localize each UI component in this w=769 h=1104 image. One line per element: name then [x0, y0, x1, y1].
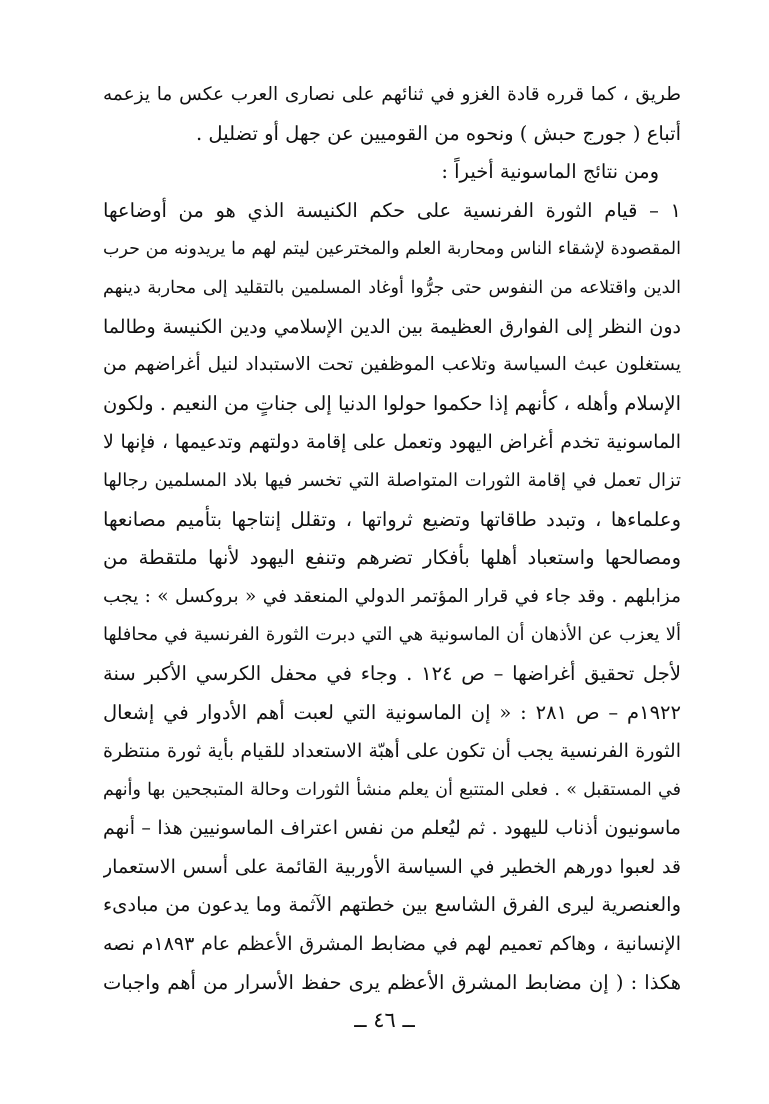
- text-line: قد لعبوا دورهم الخطير في السياسة الأوربية القائمة على أسس الاستعمار: [103, 855, 681, 878]
- text-line: الإنسانية ، وهاكم تعميم لهم في مضابط المشرق الأعظم عام ١٨٩٣م نصه: [103, 933, 681, 956]
- text-line: دون النظر إلى الفوارق العظيمة بين الدين الإسلامي ودين الكنيسة وطالما: [103, 315, 681, 338]
- text-line: والعنصرية ليرى الفرق الشاسع بين خطتهم الآثمة وما يدعون من مبادىء: [103, 893, 681, 917]
- text-line: ماسونيون أذناب لليهود . ثم ليُعلم من نفس اعتراف الماسونيين هذا – أنهم: [103, 817, 681, 840]
- text-line: في المستقبل » . فعلى المتتبع أن يعلم منشأ الثورات وحالة المتبجحين بها وأنهم: [103, 779, 681, 800]
- text-line: الدين واقتلاعه من النفوس حتى جرُّوا أوغاد المسلمين بالتقليد إلى محاربة دينهم: [103, 277, 681, 298]
- text-line: ١ – قيام الثورة الفرنسية على حكم الكنيسة الذي هو من أوضاعها: [103, 198, 681, 222]
- text-line: ومصالحها واستعباد أهلها بأفكار تضرهم وتنفع اليهود لأنها ملتقطة من: [103, 546, 681, 570]
- body-text: [103, 76, 681, 1002]
- text-line: الثورة الفرنسية يجب أن تكون على أهبّة الاستعداد للقيام بأية ثورة منتظرة: [103, 740, 681, 763]
- text-line: تزال تعمل في إقامة الثورات المتواصلة التي تخسر فيها بلاد المسلمين رجالها: [103, 469, 681, 491]
- text-line: المقصودة لإشقاء الناس ومحاربة العلم والمخترعين ليتم لهم ما يريدونه من حرب: [103, 239, 681, 260]
- text-line: ألا يعزب عن الأذهان أن الماسونية هي التي دبرت الثورة الفرنسية في محافلها: [103, 624, 681, 646]
- page-number: ــ ٤٦ ــ: [354, 1008, 415, 1032]
- text-line: طريق ، كما قرره قادة الغزو في ثنائهم على نصارى العرب عكس ما يزعمه: [103, 84, 681, 105]
- text-line: هكذا : ( إن مضابط المشرق الأعظم يرى حفظ الأسرار من أهم واجبات: [103, 970, 681, 994]
- text-line: ١٩٢٢م – ص ٢٨١ : « إن الماسونية التي لعبت أهم الأدوار في إشعال: [103, 700, 681, 724]
- text-line: الإسلام وأهله ، كأنهم إذا حكموا حولوا الدنيا إلى جناتٍ من النعيم . ولكون: [103, 391, 681, 415]
- text-line: مزابلهم . وقد جاء في قرار المؤتمر الدولي المنعقد في « بروكسل » : يجب: [103, 585, 681, 607]
- text-line: وعلماءها ، وتبدد طاقاتها وتضيع ثرواتها ، وتقلل إنتاجها بتأميم مصانعها: [103, 507, 681, 531]
- text-line: لأجل تحقيق أغراضها – ص ١٢٤ . وجاء في محفل الكرسي الأكبر سنة: [103, 661, 681, 685]
- text-line: الماسونية تخدم أغراض اليهود وتعمل على إقامة دولتهم وتدعيمها ، فإنها لا: [103, 431, 681, 454]
- text-line: يستغلون عبث السياسة وتلاعب الموظفين تحت الاستبداد لنيل أغراضهم من: [103, 354, 681, 376]
- text-line: ومن نتائج الماسونية أخيراً :: [441, 160, 659, 184]
- text-line: أتباع ( جورج حبش ) ونحوه من القوميين عن جهل أو تضليل .: [196, 121, 681, 145]
